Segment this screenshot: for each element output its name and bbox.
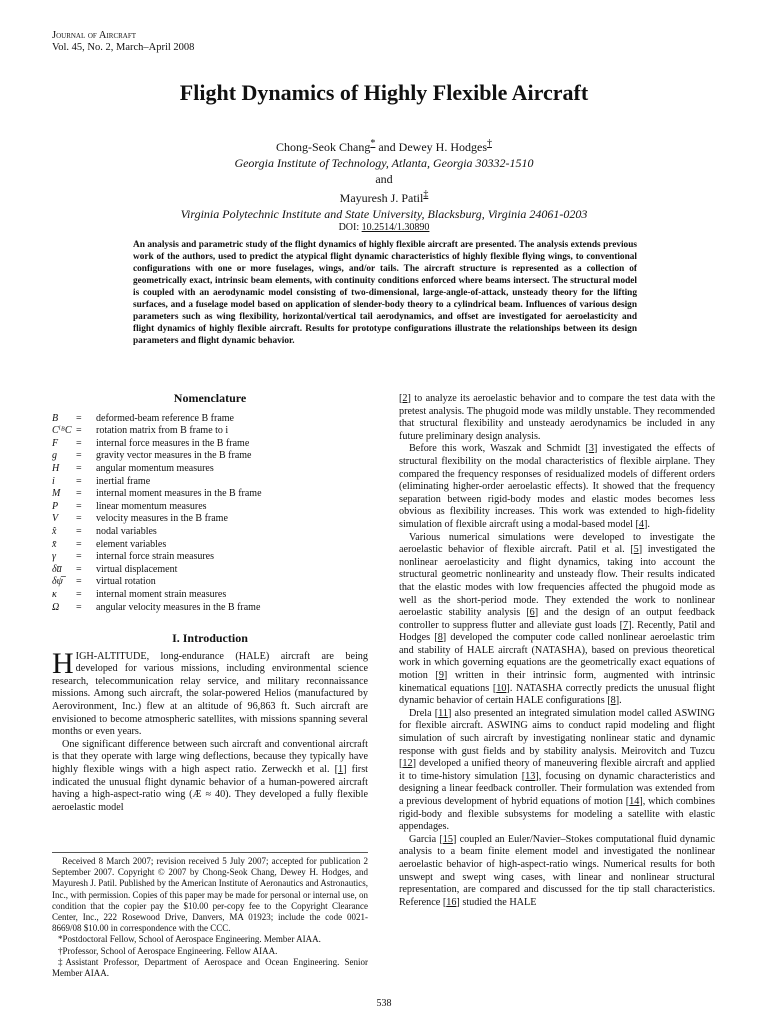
footnote-1: *Postdoctoral Fellow, School of Aerospace Engineering. Member AIAA. — [58, 934, 321, 945]
footnotes — [52, 852, 368, 979]
nomenclature-row — [52, 413, 368, 426]
ref-link-13[interactable]: 13 — [525, 770, 536, 782]
nomenclature-row — [52, 564, 368, 577]
nomenclature-row — [52, 589, 368, 602]
nomenclature-def: gravity vector measures in the B frame — [96, 450, 252, 462]
nomenclature-sym: CⁱᴮC — [52, 425, 72, 437]
nomenclature-eq: = — [76, 450, 82, 462]
nomenclature-row — [52, 438, 368, 451]
nomenclature-def: virtual rotation — [96, 576, 156, 588]
ref-link-8b[interactable]: 8 — [610, 695, 616, 707]
nomenclature-def: linear momentum measures — [96, 500, 207, 512]
nomenclature-sym: i — [52, 475, 55, 487]
nomenclature-def: inertial frame — [96, 475, 151, 487]
abstract: An analysis and parametric study of the flight dynamics of highly flexible aircraft are presented. The analysis extends previous work of the authors, used to predict the atypical flight dynamic characteristics of highly flexible flying wings, to conventional configurations with one or more fuselages, wings, and/or tails. The aircraft structure is represented as a collection of geometrically exact, intrinsic beam elements, with continuity conditions enforced where beams intersect. The structural model is coupled with an aerodynamic model consisting of two-dimensional, large-angle-of-attack, unsteady theory for the lifting surfaces, and a fuselage model based on application of slender-body theory to a cylindrical beam. Influences of various design parameters such as wing flexibility, horizontal/vertical tail aerodynamics, and offset are investigated for aeroelasticity and flight dynamics of highly flexible aircraft. Results for prototype configurations illustrate the relationships between its design parameters and flight dynamic behavior. — [133, 240, 637, 346]
nomenclature-eq: = — [76, 437, 82, 449]
journal-volume: Vol. 45, No. 2, March–April 2008 — [52, 42, 195, 53]
footnote-3: ‡Assistant Professor, Department of Aerospace and Ocean Engineering. Senior Member AIAA. — [52, 956, 368, 979]
nomenclature-row — [52, 526, 368, 539]
nomenclature-sym: V — [52, 513, 59, 525]
nomenclature-eq: = — [76, 513, 82, 525]
nomenclature-def: internal force measures in the B frame — [96, 437, 250, 449]
nomenclature-eq: = — [76, 462, 82, 474]
right-column — [399, 393, 715, 909]
intro-paragraph-1: HIGH-ALTITUDE, long-endurance (HALE) aircraft are being developed for various missions, including environmental science research, telecommunication relay service, and military reconnaissance missions. Among such aircraft, the solar-powered Helios (manufactured by Aerovironment, Inc.) flew at an altitude of 96,863 ft. Such aircraft are envisioned to become atmospheric satellites, with missions spanning several months or even years. — [52, 646, 368, 738]
ref-link-10[interactable]: 10 — [496, 682, 507, 694]
author-line-1 — [0, 136, 768, 155]
ref-link-2[interactable]: 2 — [402, 393, 408, 404]
nomenclature-eq: = — [76, 425, 82, 437]
footnote-received: Received 8 March 2007; revision received 5 July 2007; accepted for publication 2 September 2007. Copyright © 2007 by Chong-Seok Chang, Dewey H. Hodges, and Mayuresh J. Patil. Published by the American Institute of Aeronautics and Astronautics, Inc., with permission. Copies of this paper may be made for personal or internal use, on condition that the copier pay the $10.00 per-copy fee to the Copyright Clearance Center, Inc., 222 Rosewood Drive, Danvers, MA 01923; include the code 0021-8669/08 $10.00 in correspondence with the CCC. — [52, 856, 368, 934]
nomenclature-row — [52, 476, 368, 489]
right-paragraph-1: [2] to analyze its aeroelastic behavior and to compare the test data with the pretest analysis. The phugoid mode was mildly unstable. They recommended that structural flexibility and unsteady aerodynamics be included in any future preliminary design analysis. — [399, 393, 715, 442]
right-paragraph-5: Garcia [15] coupled an Euler/Navier–Stokes computational fluid dynamic analysis to a beam finite element model and investigated the nonlinear aeroelastic behavior of high-aspect-ratio wings. Numerical results for both unswept and swept wing cases, with linear and nonlinear structural representation, are compared and discussed for the tip stall characteristics. Reference [16] studied the HALE — [399, 833, 715, 908]
nomenclature-sym: P — [52, 500, 59, 512]
journal-name: Journal of Aircraft — [52, 30, 137, 41]
author-block — [0, 136, 768, 222]
nomenclature-row — [52, 513, 368, 526]
nomenclature-sym: B — [52, 412, 59, 424]
nomenclature-sym: M — [52, 488, 61, 500]
nomenclature-sym: H — [52, 462, 60, 474]
nomenclature-sym: x̂ — [52, 525, 57, 537]
intro-paragraph-2: One significant difference between such aircraft and conventional aircraft is that they operate with large wing deflections, because they typically have highly flexible wings with a high aspect ratio. Zerweckh et al. [1] first indicated the unusual flight dynamic behavior of a human-powered aircraft having a high-aspect-ratio wing (Æ ≈ 40). They developed a fully flexible aeroelastic model — [52, 738, 368, 813]
doi-link[interactable]: 10.2514/1.30890 — [361, 222, 430, 233]
nomenclature-sym: γ — [52, 551, 56, 563]
nomenclature-sym: δu̅ — [52, 563, 62, 575]
nomenclature-def: velocity measures in the B frame — [96, 513, 228, 525]
nomenclature-eq: = — [76, 475, 82, 487]
nomenclature-def: internal force strain measures — [96, 551, 215, 563]
nomenclature-def: internal moment measures in the B frame — [96, 488, 262, 500]
nomenclature-def: virtual displacement — [96, 563, 178, 575]
affiliation-virginia-tech: Virginia Polytechnic Institute and State University, Blacksburg, Virginia 24061-0203 — [180, 207, 588, 221]
ref-link-4[interactable]: 4 — [638, 518, 644, 530]
author-hodges: and Dewey H. Hodges — [375, 140, 487, 154]
doi-line — [0, 222, 768, 233]
nomenclature-eq: = — [76, 551, 82, 563]
nomenclature-def: nodal variables — [96, 525, 157, 537]
ref-link-5[interactable]: 5 — [633, 544, 639, 556]
ref-link-11[interactable]: 11 — [438, 707, 448, 719]
nomenclature-row — [52, 551, 368, 564]
nomenclature-sym: Ω — [52, 601, 60, 613]
nomenclature-row — [52, 450, 368, 463]
nomenclature-eq: = — [76, 538, 82, 550]
ref-link-14[interactable]: 14 — [629, 796, 640, 807]
nomenclature-row — [52, 539, 368, 552]
author-line-2 — [0, 187, 768, 206]
right-paragraph-4: Drela [11] also presented an integrated simulation model called ASWING for flexible aircraft. ASWING aims to conduct rapid modeling and flight simulation of such aircraft by investigating nonlinear static and dynamic response with gust fields and by stability analysis. Meirovitch and Tuzcu [12] developed a unified theory of maneuvering flexible aircraft and applied it to time-history simulation [13], focusing on dynamic characteristics and designing a linear feedback controller. Their formulation was extended from a previous development of hybrid equations of motion [14], which combines rigid-body and flexible subsystems for modeling a satellite with elastic appendages. — [399, 707, 715, 833]
nomenclature-def: element variables — [96, 538, 167, 550]
footnote-2: †Professor, School of Aerospace Engineering. Fellow AIAA. — [58, 945, 278, 956]
ref-link-8[interactable]: 8 — [437, 632, 443, 644]
nomenclature-def: angular momentum measures — [96, 462, 214, 474]
ref-link-9[interactable]: 9 — [438, 670, 444, 682]
ref-link-6[interactable]: 6 — [529, 607, 535, 619]
footnote-link-1[interactable]: * — [370, 138, 376, 149]
footnote-link-2[interactable]: † — [486, 138, 492, 149]
author-and: and — [375, 172, 393, 186]
footnote-link-3[interactable]: ‡ — [423, 189, 429, 200]
nomenclature-eq: = — [76, 588, 82, 600]
nomenclature-row — [52, 501, 368, 514]
nomenclature-sym: κ — [52, 588, 57, 600]
nomenclature-row — [52, 425, 368, 438]
nomenclature-row — [52, 488, 368, 501]
author-chang: Chong-Seok Chang — [276, 140, 371, 154]
nomenclature-row — [52, 576, 368, 589]
nomenclature-table — [52, 413, 368, 615]
nomenclature-eq: = — [76, 412, 82, 424]
affiliation-georgia-tech: Georgia Institute of Technology, Atlanta, Georgia 30332-1510 — [234, 156, 534, 170]
journal-header — [52, 30, 194, 54]
nomenclature-eq: = — [76, 601, 82, 613]
introduction-title: I. Introduction — [172, 631, 248, 646]
doi-label: DOI: — [338, 222, 362, 233]
nomenclature-eq: = — [76, 488, 82, 500]
page-number: 538 — [376, 998, 392, 1009]
ref-link-15[interactable]: 15 — [442, 833, 453, 845]
author-patil: Mayuresh J. Patil — [339, 191, 424, 205]
ref-link-16[interactable]: 16 — [446, 896, 457, 908]
nomenclature-sym: F — [52, 437, 59, 449]
left-column — [52, 392, 368, 814]
nomenclature-eq: = — [76, 563, 82, 575]
nomenclature-def: rotation matrix from B frame to i — [96, 425, 229, 437]
ref-link-7[interactable]: 7 — [622, 619, 629, 631]
nomenclature-sym: g — [52, 450, 57, 462]
nomenclature-sym: x̄ — [52, 538, 57, 550]
right-paragraph-2: Before this work, Waszak and Schmidt [3] investigated the effects of structural flexibility on the modal characteristics of flexible airplane. They compared the frequency responses of residualized models of different orders (eliminating higher-order aeroelastic effects). It showed that the frequency separation between rigid-body modes and elastic modes becomes less obvious as flexibility increases. This work was extended to high-fidelity simulation of flexible aircraft using a modal-based model [4]. — [399, 443, 715, 530]
nomenclature-def: deformed-beam reference B frame — [96, 412, 234, 424]
nomenclature-def: internal moment strain measures — [96, 588, 227, 600]
nomenclature-sym: δψ̅ — [52, 576, 63, 588]
ref-link-12[interactable]: 12 — [402, 758, 413, 770]
nomenclature-eq: = — [76, 576, 82, 588]
nomenclature-title: Nomenclature — [173, 391, 247, 405]
right-paragraph-3: Various numerical simulations were developed to investigate the aeroelastic behavior of flexible aircraft. Patil et al. [5] investigated the nonlinear aeroelasticity and flight dynamics, taking into account the structural geometric nonlinearity and unsteady flow. Their results indicated that the elastic modes with low frequencies affected the phugoid mode as well as the short-period mode. They extended the work to nonlinear aeroelastic stability analysis [6] and the design of an output feedback controller to suppress flutter and alleviate gust loads [7]. Recently, Patil and Hodges [8] developed the computer code called nonlinear aeroelastic trim and stability of HALE aircraft (NATASHA), based on previous theoretical work in which governing equations are the geometrically exact equations of motion [9] written in their intrinsic form, augmented with intrinsic kinematical equations [10]. NATASHA correctly predicts the unusual flight dynamic behavior of certain HALE configurations [8]. — [399, 531, 715, 707]
nomenclature-row — [52, 463, 368, 476]
ref-link-1[interactable]: 1 — [338, 764, 344, 776]
nomenclature-def: angular velocity measures in the B frame — [96, 601, 261, 613]
drop-cap: H — [52, 646, 74, 680]
ref-link-3[interactable]: 3 — [588, 443, 595, 455]
nomenclature-eq: = — [76, 500, 82, 512]
nomenclature-eq: = — [76, 525, 82, 537]
nomenclature-row — [52, 602, 368, 615]
paper-title: Flight Dynamics of Highly Flexible Aircraft — [179, 80, 589, 105]
